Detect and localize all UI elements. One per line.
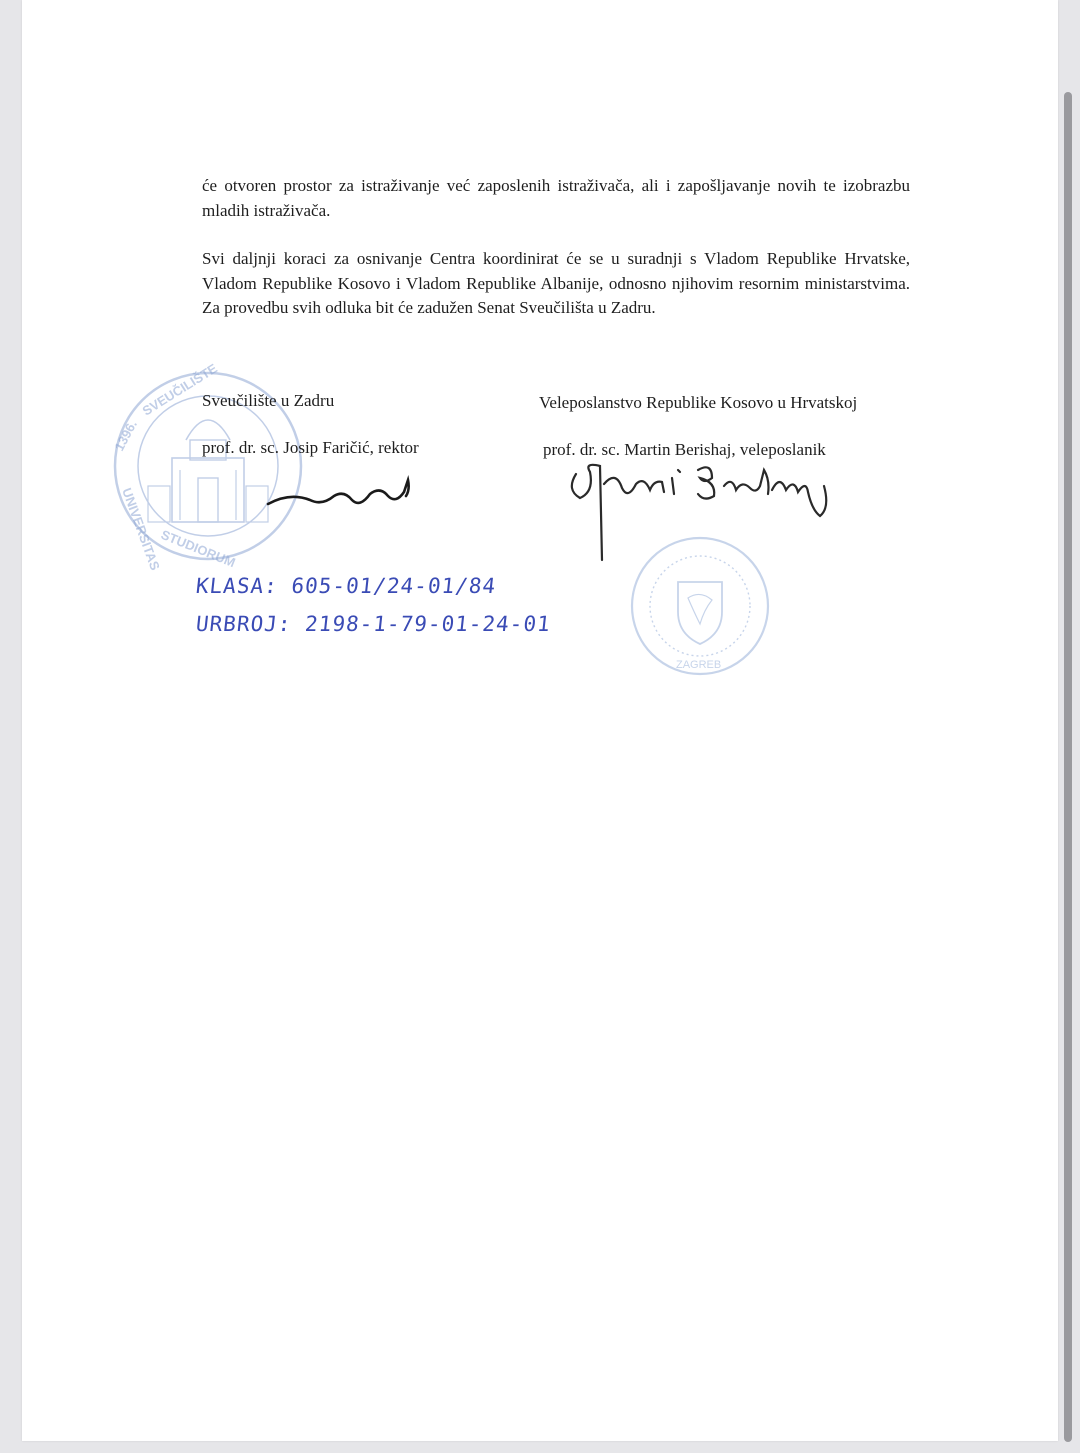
klasa-note: KLASA: 605-01/24-01/84 bbox=[194, 574, 498, 598]
svg-text:1396.: 1396. bbox=[111, 417, 140, 454]
scrollbar-thumb[interactable] bbox=[1064, 92, 1072, 1442]
body-paragraph-1: će otvoren prostor za istraživanje već zaposlenih istraživača, ali i zapošljavanje novih te izobrazbu mladih istraživača. bbox=[202, 176, 910, 220]
svg-text:SVEUČILIŠTE: SVEUČILIŠTE bbox=[139, 360, 220, 419]
embassy-ambassador: prof. dr. sc. Martin Berishaj, veleposlanik bbox=[543, 440, 826, 459]
urbroj-note: URBROJ: 2198-1-79-01-24-01 bbox=[194, 612, 552, 636]
svg-text:STUDIORUM: STUDIORUM bbox=[158, 526, 238, 571]
university-name: Sveučilište u Zadru bbox=[202, 391, 335, 410]
vertical-scrollbar[interactable] bbox=[1062, 0, 1078, 1453]
embassy-name: Veleposlanstvo Republike Kosovo u Hrvatskoj bbox=[539, 393, 858, 412]
body-paragraph-2: Svi daljnji koraci za osnivanje Centra koordinirat će se u suradnji s Vladom Republike Hrvatske, Vladom Republike Kosovo i Vladom Republike Albanije, odnosno njihovim resornim ministarstvima. Za provedbu svih odluka bit će zadužen Senat Sveučilišta u Zadru. bbox=[202, 249, 910, 317]
university-rector: prof. dr. sc. Josip Faričić, rektor bbox=[202, 438, 419, 457]
svg-text:UNIVERSITAS: UNIVERSITAS bbox=[119, 485, 163, 573]
svg-text:ZAGREB: ZAGREB bbox=[676, 659, 722, 671]
